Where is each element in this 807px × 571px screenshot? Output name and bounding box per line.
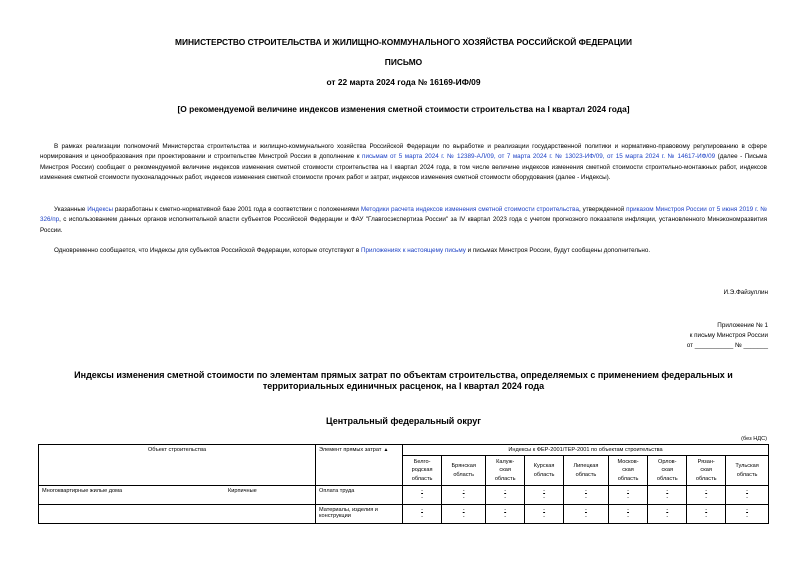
document-subject: [О рекомендуемой величине индексов изменения сметной стоимости строительства на I квартал 2024 года] bbox=[177, 104, 630, 114]
body-paragraph-2: Указанные Индексы разработаны к сметно-нормативной базе 2001 года в соответствии с положениями Методики расчета индексов изменения сметной стоимости строительства, утвержденной приказом Минстроя России от 5 июня 2019 г. № 326/пр, с использованием данных органов исполнительной власти субъектов Российской Федерации и ФАУ "Главгосэкспертиза России" за IV квартал 2023 года с учетом прогнозного показателя инфляции, установленного Минэкономразвития России. bbox=[40, 206, 767, 234]
object-type-cell: Кирпичные bbox=[225, 486, 316, 505]
document-type: ПИСЬМО bbox=[384, 57, 423, 67]
region-header: Тульская область bbox=[726, 456, 769, 486]
index-cell[interactable]: - - bbox=[564, 505, 609, 524]
link-indices[interactable]: Индексы bbox=[87, 206, 113, 213]
document-date-number: от 22 марта 2024 года № 16169-ИФ/09 bbox=[326, 77, 481, 87]
col-header-element[interactable]: Элемент прямых затрат ▲ bbox=[316, 445, 403, 486]
index-cell[interactable]: - - bbox=[648, 505, 687, 524]
object-cell bbox=[39, 505, 226, 524]
region-header: Брянская область bbox=[442, 456, 486, 486]
col-header-indices: Индексы к ФЕР-2001/ТЕР-2001 по объектам строительства bbox=[403, 445, 769, 456]
link-appendices[interactable]: Приложениях к настоящему письму bbox=[360, 247, 466, 254]
ministry-name: МИНИСТЕРСТВО СТРОИТЕЛЬСТВА И ЖИЛИЩНО-КОММУНАЛЬНОГО ХОЗЯЙСТВА РОССИЙСКОЙ ФЕДЕРАЦИИ bbox=[175, 37, 632, 47]
appendix-date-line: от ___________ № _______ bbox=[686, 342, 768, 349]
object-type-cell bbox=[225, 505, 316, 524]
section-title: Индексы изменения сметной стоимости по элементам прямых затрат по объектам строительства, определяемых с применением федеральных и территориальных единичных расценок, на I квартал 2024 года bbox=[74, 370, 733, 391]
index-cell[interactable]: - - bbox=[608, 486, 647, 505]
appendix-block bbox=[500, 321, 768, 351]
sort-icon[interactable]: ▲ bbox=[383, 447, 389, 453]
region-header: Рязан- ская область bbox=[687, 456, 726, 486]
link-order-326[interactable]: приказом Минстроя России от 5 июня 2019 г. № 326/пр bbox=[40, 206, 767, 224]
link-previous-letters[interactable]: письмам от 5 марта 2024 г. № 12389-АЛ/09, от 7 марта 2024 г. № 13023-ИФ/09, от 15 марта 2024 г. № 14617-ИФ/09 bbox=[362, 153, 716, 161]
signature: И.Э.Файзуллин bbox=[723, 289, 768, 296]
index-cell[interactable]: - - bbox=[608, 505, 647, 524]
index-cell[interactable]: - - bbox=[726, 505, 769, 524]
col-header-object: Объект строительства bbox=[39, 445, 316, 486]
body-paragraph-1: В рамках реализации полномочий Министерства строительства и жилищно-коммунального хозяйства Российской Федерации по выработке и реализации государственной политики и нормативно-правовому регулированию в сфере нормирования и ценообразования при проектировании и строительстве Минстрой России в дополнение к письмам от 5 марта 2024 г. № 12389-АЛ/09, от 7 марта 2024 г. № 13023-ИФ/09, от 15 марта 2024 г. № 14617-ИФ/09 (далее - Письма Минстроя России) сообщает о рекомендуемой величине индексов изменения сметной стоимости строительства на I квартал 2024 года, в том числе величине индексов изменения сметной стоимости строительно-монтажных работ, индексов изменения сметной стоимости пусконаладочных работ, индексов изменения сметной стоимости прочих работ и затрат, индексов изменения сметной стоимости оборудования (далее - Индексы). bbox=[40, 143, 767, 182]
index-cell[interactable]: - - bbox=[648, 486, 687, 505]
link-methodology[interactable]: Методики расчета индексов изменения сметной стоимости строительства bbox=[360, 206, 579, 213]
index-cell[interactable]: - - bbox=[486, 486, 525, 505]
table-row bbox=[39, 505, 769, 524]
index-cell[interactable]: - - bbox=[726, 486, 769, 505]
appendix-number: Приложение № 1 bbox=[717, 322, 768, 329]
index-cell[interactable]: - - bbox=[442, 505, 486, 524]
body-paragraph-3: Одновременно сообщается, что Индексы для субъектов Российской Федерации, которые отсутствуют в Приложениях к настоящему письму и письмах Минстроя России, будут сообщены дополнительно. bbox=[54, 247, 651, 254]
element-cell: Материалы, изделия и конструкции bbox=[316, 505, 403, 524]
region-header: Калуж- ская область bbox=[486, 456, 525, 486]
region-header: Белго- родская область bbox=[403, 456, 442, 486]
index-cell[interactable]: - - bbox=[442, 486, 486, 505]
region-header: Липецкая область bbox=[564, 456, 609, 486]
appendix-reference: к письму Минстроя России bbox=[689, 332, 768, 339]
index-cell[interactable]: - - bbox=[403, 486, 442, 505]
region-header: Курская область bbox=[525, 456, 564, 486]
region-header: Москов- ская область bbox=[608, 456, 647, 486]
table-row bbox=[39, 486, 769, 505]
element-cell: Оплата труда bbox=[316, 486, 403, 505]
index-cell[interactable]: - - bbox=[687, 505, 726, 524]
region-header: Орлов- ская область bbox=[648, 456, 687, 486]
index-cell[interactable]: - - bbox=[525, 486, 564, 505]
index-cell[interactable]: - - bbox=[486, 505, 525, 524]
index-cell[interactable]: - - bbox=[687, 486, 726, 505]
vat-note: (без НДС) bbox=[741, 436, 767, 442]
indices-table bbox=[38, 444, 769, 524]
object-cell: Многоквартирные жилые дома bbox=[39, 486, 226, 505]
federal-district: Центральный федеральный округ bbox=[326, 416, 481, 426]
index-cell[interactable]: - - bbox=[403, 505, 442, 524]
index-cell[interactable]: - - bbox=[525, 505, 564, 524]
index-cell[interactable]: - - bbox=[564, 486, 609, 505]
